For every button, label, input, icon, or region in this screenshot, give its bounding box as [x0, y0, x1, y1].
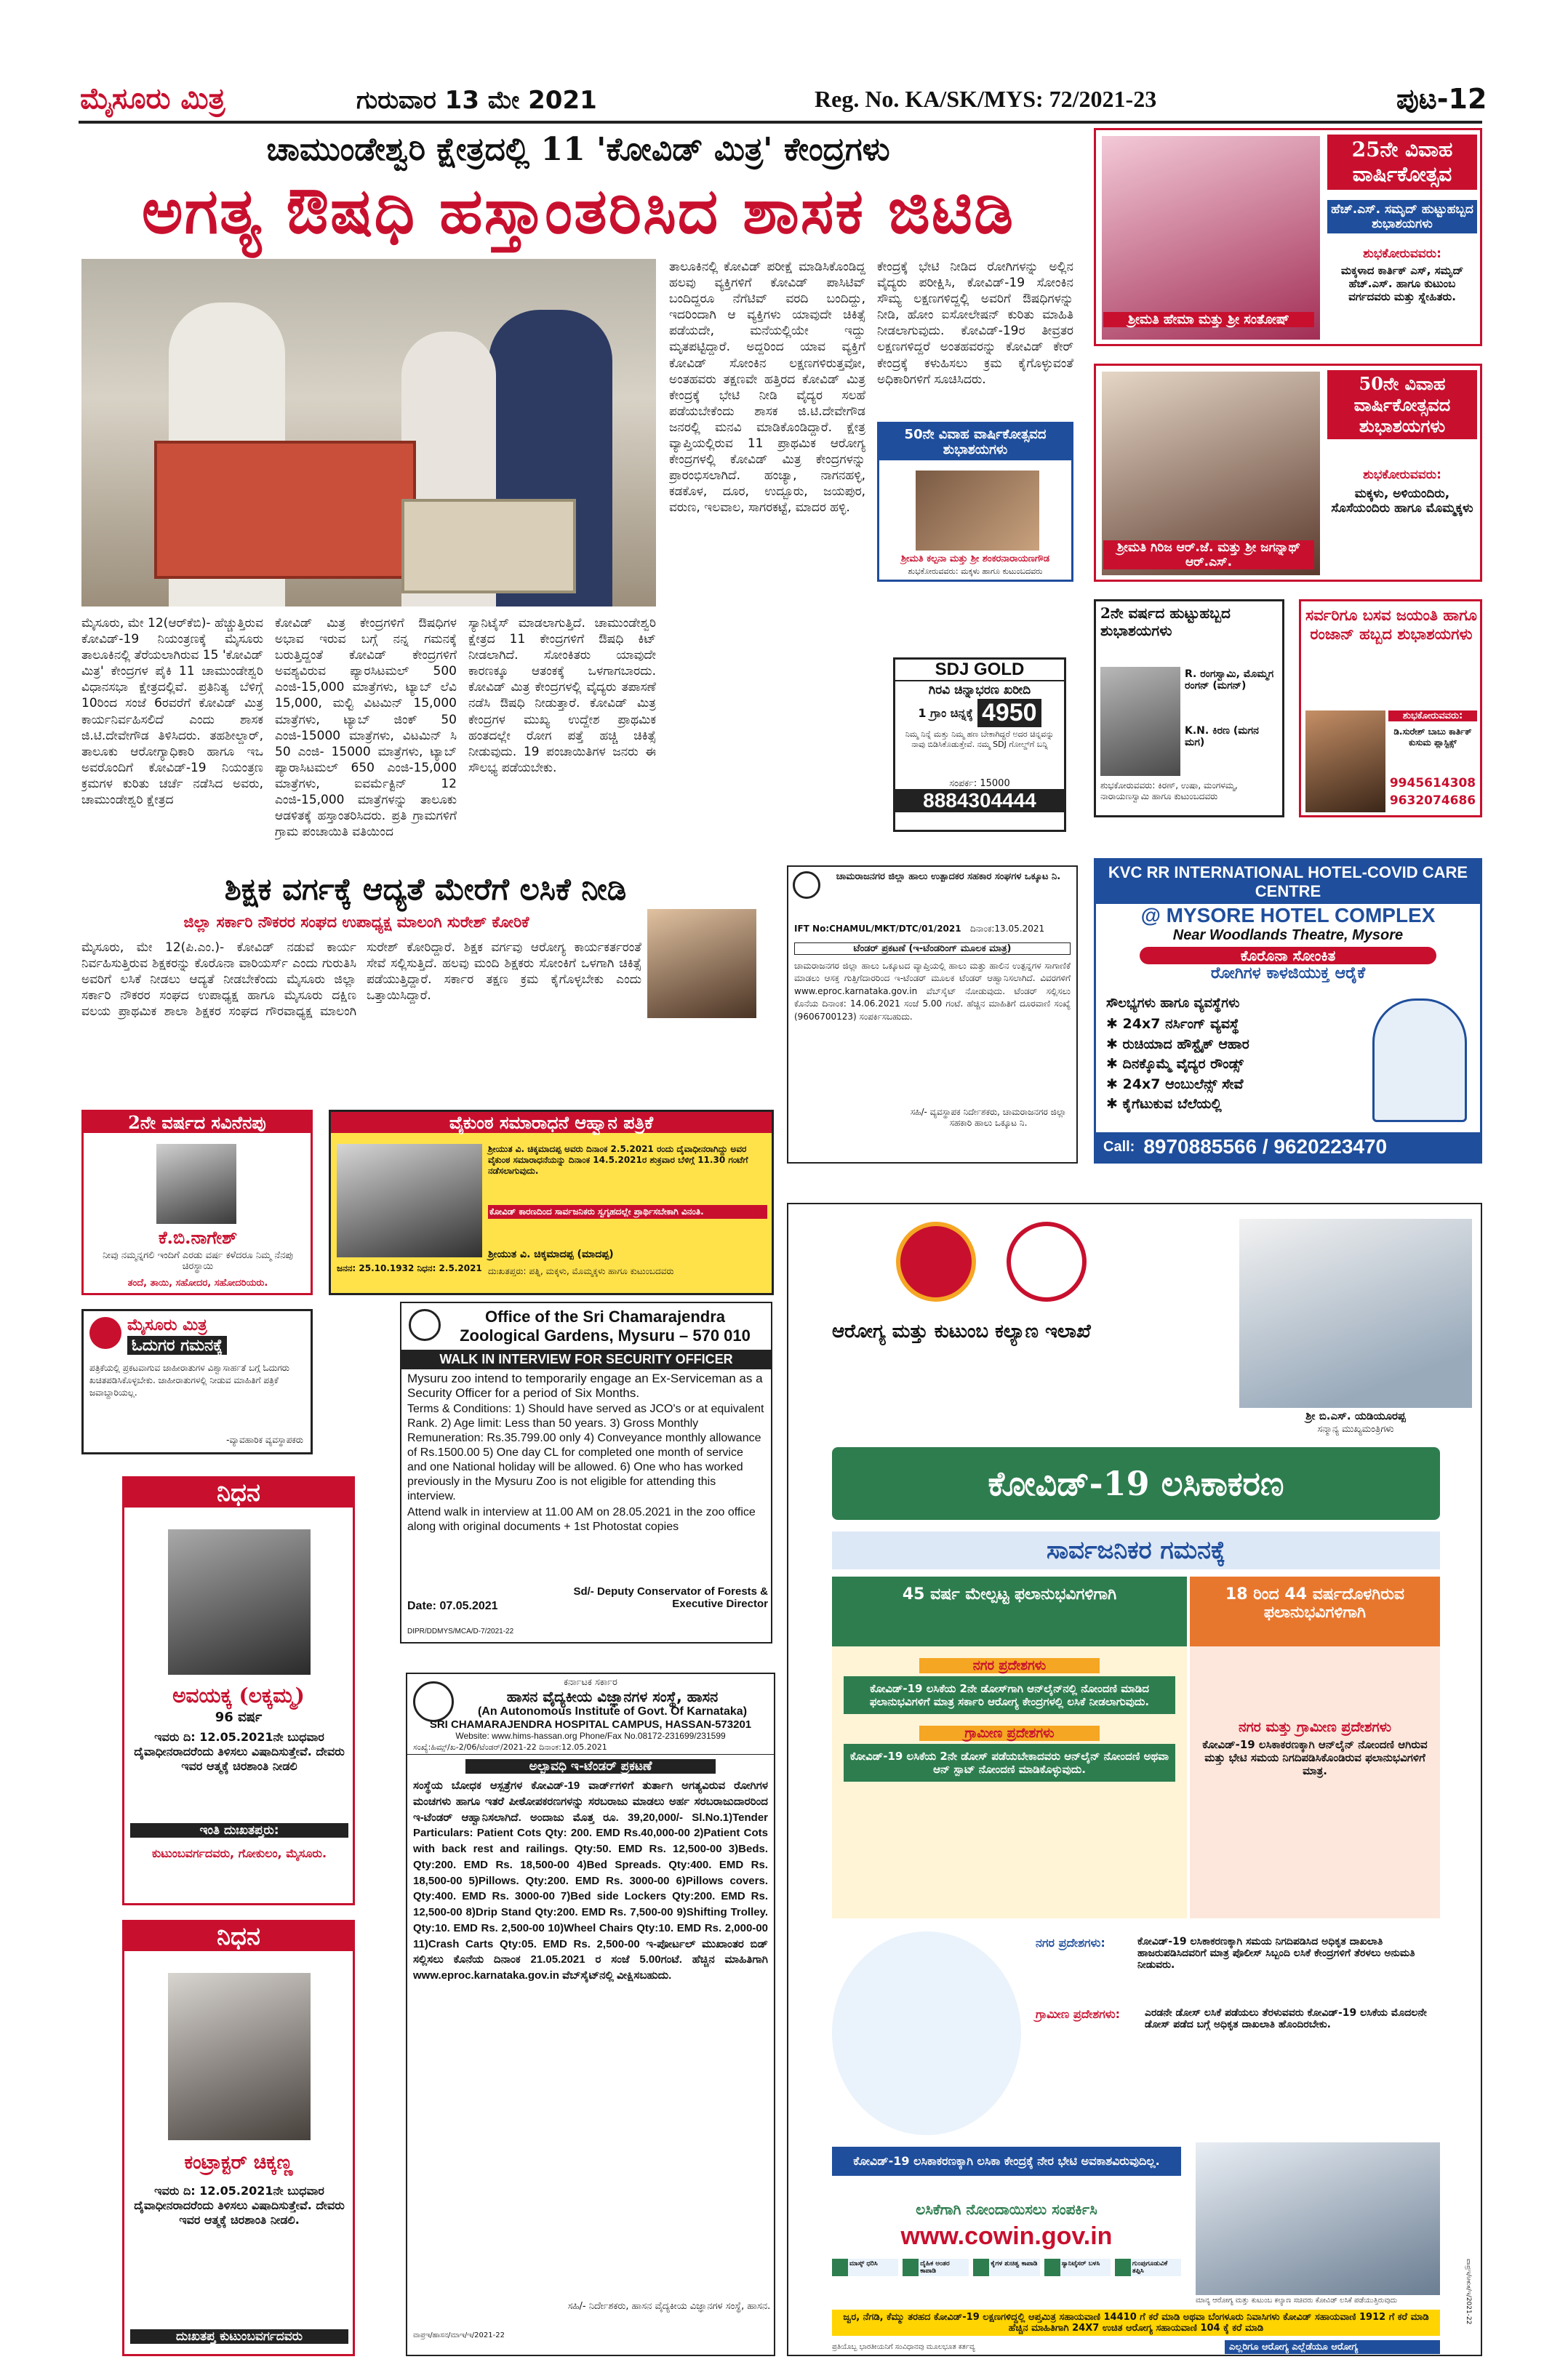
life-dates: ಜನನ: 25.10.1932 ನಿಧನ: 2.5.2021 [337, 1263, 482, 1273]
deceased-name: ಕೆ.ಬಿ.ನಾಗೇಶ್ [158, 1227, 238, 1248]
deceased-name: ಅವಯಕ್ಕ (ಲಕ್ಕಮ್ಮ) [172, 1684, 305, 1708]
deceased-name: ಶ್ರೀಯುತ ವಿ. ಚಿಕ್ಕಮಾದಪ್ಪ (ಮಾದಪ್ಪ) [488, 1249, 614, 1260]
ceremony-text: ಶ್ರೀಯುತ ವಿ. ಚಿಕ್ಕಮಾದಪ್ಪ ಅವರು ದಿನಾಂಕ 2.5.2021 ರಂದು ದೈವಾಧೀನರಾಗಿದ್ದು ಅವರ ವೈಕುಂಠ ಸಮಾರಾಧನೆಯನ್ನು ದಿನಾಂಕ 14.5.2021ರ ಶುಕ್ರವಾರ ಬೆಳಿಗ್ಗೆ 11.30 ಗಂಟೆಗೆ ನಡೆಸಲಾಗುವುದು. [488, 1144, 748, 1176]
notice-body: ಪತ್ರಿಕೆಯಲ್ಲಿ ಪ್ರಕಟವಾಗುವ ಜಾಹೀರಾತುಗಳ ವಿಶ್ವಾಸಾರ್ಹತೆ ಬಗ್ಗೆ ಓದುಗರು ಖಚಿತಪಡಿಸಿಕೊಳ್ಳಬೇಕು. ಜಾಹೀರಾತುಗಳಲ್ಲಿ ನೀಡುವ ಮಾಹಿತಿಗೆ ಪತ್ರಿಕೆ ಜವಾಬ್ದಾರಿಯಲ್ಲ. [89, 1363, 289, 1398]
doctor-illustration [1372, 998, 1467, 1122]
tender-org: ಚಾಮರಾಜನಗರ ಜಿಲ್ಲಾ ಹಾಲು ಉತ್ಪಾದಕರ ಸಹಕಾರ ಸಂಘಗಳ ಒಕ್ಕೂಟ ನಿ. [836, 871, 1061, 882]
lead-photo [81, 259, 656, 606]
ad-title: ನಿಧನ [124, 1922, 353, 1951]
lead-body-col2: ಕೋವಿಡ್ ಮಿತ್ರ ಕೇಂದ್ರಗಳಿಗೆ ಔಷಧಿಗಳ ಅಭಾವ ಇರುವ ಬಗ್ಗೆ ನನ್ನ ಗಮನಕ್ಕೆ ಬರುತ್ತಿದ್ದಂತೆ ಕೋವಿಡ್ ಕೇಂದ್ರಗಳಿಗೆ ಅವಶ್ಯವಿರುವ ಪ್ಯಾರಸಿಟಮಲ್ 500 ಎಂಜಿ-15,000 ಮಾತ್ರೆಗಳು, ಟ್ಯಾಬ್ ಲೆವಿ 15,000, ಮಲ್ಟಿ ವಿಟಮಿನ್ 15,000 ಮಾತ್ರೆಗಳು, ಟ್ಯಾಬ್ ಜಿಂಕ್ 50 ಎಂಜಿ-15000 ಮಾತ್ರೆಗಳು, ವಿಟಮಿನ್ ಸಿ 50 ಎಂಜಿ- 15000 ಮಾತ್ರೆಗಳು, ಟ್ಯಾಬ್ ಪ್ಯಾರಾಸಿಟಮಲ್ 650 ಎಂಜಿ-15,000 ಮಾತ್ರೆಗಳು, ಐವರ್ಮೆಕ್ಟಿನ್ 12 ಎಂಜಿ-15,000 ಮಾತ್ರೆಗಳನ್ನು ತಾಲೂಕು ಆಡಳಿತಕ್ಕೆ ಹಸ್ತಾಂತರಿಸಿದರು. ಪ್ರತಿ ಗ್ರಾಮಗಳಿಗೆ ಗ್ರಾಮ ಪಂಚಾಯಿತಿ ವತಿಯಿಂದ [275, 616, 457, 840]
panel-heading: 45 ವರ್ಷ ಮೇಲ್ಪಟ್ಟ ಫಲಾನುಭವಿಗಳಿಗಾಗಿ [832, 1577, 1187, 1646]
milk-union-tender [787, 865, 1078, 1164]
couple-names: ಶ್ರೀಮತಿ ಹೇಮಾ ಮತ್ತು ಶ್ರೀ ಸಂತೋಷ್ [1103, 312, 1314, 327]
tender-title: ಟೆಂಡರ್ ಪ್ರಕಟಣೆ (ಇ-ಟೆಂಡರಿಂಗ್ ಮೂಲಕ ಮಾತ್ರ) [794, 942, 1071, 955]
rural-note: ಎರಡನೇ ಡೋಸ್ ಲಸಿಕೆ ಪಡೆಯಲು ತೆರಳುವವರು ಕೋವಿಡ್-19 ಲಸಿಕೆಯ ಮೊದಲನೇ ಡೋಸ್ ಪಡೆದ ಬಗ್ಗೆ ಅಧಿಕೃತ ದಾಖಲಾತಿ ಹೊಂದಿರಬೇಕು. [1145, 2007, 1427, 2030]
person-photo [168, 1529, 311, 1675]
ad-from-label: ಶುಭಕೋರುವವರು: [1388, 710, 1477, 721]
vaccination-title: ಕೋವಿಡ್-19 ಲಸಿಕಾಕರಣ [832, 1447, 1440, 1520]
ad-phone: 9945614308 [1389, 776, 1476, 790]
dipr-code: ವಾಪ್ರಇ/ಹಾಸನ/ಮಾಇ/ಇ/2021-22 [413, 2331, 505, 2339]
lead-body-col3: ಸ್ಯಾನಿಟೈಸ್ ಮಾಡಲಾಗುತ್ತಿದೆ. ಚಾಮುಂಡೇಶ್ವರಿ ಕ್ಷೇತ್ರದ 11 ಕೇಂದ್ರಗಳಿಗೆ ಔಷಧಿ ಕಿಟ್ ನೀಡಲಾಗಿದೆ. ಸೋಂಕಿತರು ಯಾವುದೇ ಕಾರಣಕ್ಕೂ ಆತಂಕಕ್ಕೆ ಒಳಗಾಗಬಾರದು. ಕೋವಿಡ್ ಮಿತ್ರ ಕೇಂದ್ರಗಳಲ್ಲಿ ವೈದ್ಯರು ತಪಾಸಣೆ ನಡೆಸಿ ಔಷಧಿ ನೀಡುತ್ತಾರೆ. ಕೋವಿಡ್ ಮಿತ್ರ ಕೇಂದ್ರಗಳ ಮುಖ್ಯ ಉದ್ದೇಶ ಪ್ರಾಥಮಿಕ ಹಂತದಲ್ಲೇ ರೋಗ ಪತ್ತೆ ಹಚ್ಚಿ ಚಿಕಿತ್ಸೆ ನೀಡುವುದು. 19 ಪಂಚಾಯಿತಿಗಳ ಜನರು ಈ ಸೌಲಭ್ಯ ಪಡೆಯಬೇಕು. [468, 616, 656, 775]
obituary-chikkanna [122, 1920, 355, 2356]
ad-from: ತಂದೆ, ತಾಯಿ, ಸಹೋದರ, ಸಹೋದರಿಯರು. [127, 1278, 268, 1289]
notice-sign: -ವ್ಯಾವಹಾರಿಕ ವ್ಯವಸ್ಥಾಪಕರು [226, 1435, 303, 1445]
issue-date: ಗುರುವಾರ 13 ಮೇ 2021 [356, 86, 597, 115]
tender-date: ದಿನಾಂಕ:13.05.2021 [970, 924, 1045, 934]
ad-phone: 8884304444 [895, 789, 1064, 812]
obituary-text: ಇವರು ದಿ: 12.05.2021ನೇ ಬುಧವಾರ ದೈವಾಧೀನರಾದರೆಂದು ತಿಳಿಸಲು ವಿಷಾದಿಸುತ್ತೇವೆ. ದೇವರು ಇವರ ಆತ್ಮಕ್ಕೆ ಚಿರಶಾಂತಿ ನೀಡಲಿ [134, 1730, 345, 1773]
vaccination-subtitle: ಸಾರ್ವಜನಿಕರ ಗಮನಕ್ಕೆ [832, 1532, 1440, 1569]
ad-near: Near Woodlands Theatre, Mysore [1172, 927, 1404, 943]
vaccine-illustration [832, 1931, 1021, 2135]
panel-text: ಕೋವಿಡ್-19 ಲಸಿಕಾಕರಣಕ್ಕಾಗಿ ಆನ್‌ಲೈನ್ ನೋಂದಣಿ ಆಗಿರುವ ಮತ್ತು ಭೇಟಿ ಸಮಯ ನಿಗದಿಪಡಿಸಿಕೊಂಡಿರುವ ಫಲಾನುಭವಿಗಳಿಗೆ ಮಾತ್ರ. [1202, 1738, 1428, 1777]
dipr-code: DIPR/DDMYS/MCA/D-7/2021-22 [407, 1628, 514, 1636]
basava-jayanti-ad [1299, 599, 1482, 817]
ad-subtitle: ಗಿರವಿ ಚಿನ್ನಾಭರಣ ಖರೀದಿ [928, 683, 1031, 697]
cm-photo [1239, 1219, 1472, 1408]
child-photo [1100, 667, 1180, 776]
ad-title: 2ನೇ ವರ್ಷದ ಸವಿನೆನಪು [84, 1112, 311, 1133]
walk-in-banner: WALK IN INTERVIEW FOR SECURITY OFFICER [401, 1350, 771, 1369]
facilities-title: ಸೌಲಭ್ಯಗಳು ಹಾಗೂ ವ್ಯವಸ್ಥೆಗಳು [1106, 996, 1240, 1011]
kvc-covid-care-ad [1094, 858, 1482, 1164]
call-label: Call: [1103, 1138, 1135, 1155]
ad-from-label: ಶುಭಕೋರುವವರು: [1363, 468, 1441, 482]
institute-sub: (An Autonomous Institute of Govt. Of Karnataka) [477, 1705, 748, 1718]
ceremony-note: ಕೋವಿಡ್ ಕಾರಣದಿಂದ ಸಾರ್ವಜನಿಕರು ಸ್ವಗೃಹದಲ್ಲೇ ಪ್ರಾರ್ಥಿಸಬೇಕಾಗಿ ವಿನಂತಿ. [488, 1205, 767, 1219]
ad-from: ಶುಭಕೋರುವವರು: ಮಕ್ಕಳು ಹಾಗೂ ಕುಟುಂಬದವರು [908, 567, 1043, 576]
masthead: ಮೈಸೂರು ಮಿತ್ರ [80, 81, 225, 116]
cm-role: ಸನ್ಮಾನ್ಯ ಮುಖ್ಯಮಂತ್ರಿಗಳು [1317, 1424, 1394, 1435]
ad-from: ಮಕ್ಕಳು, ಅಳಿಯಂದಿರು, ಸೊಸೆಯಂದಿರು ಹಾಗೂ ಮೊಮ್ಮಕ್ಕಳು [1331, 487, 1473, 516]
sdj-gold-ad [893, 657, 1066, 832]
ad-title: KVC RR INTERNATIONAL HOTEL-COVID CARE CENTRE [1096, 860, 1480, 904]
ad-title: 2ನೇ ವರ್ಷದ ಹುಟ್ಟುಹಬ್ಬದ ಶುಭಾಶಯಗಳು [1100, 604, 1231, 639]
zoo-sign: Sd/- Deputy Conservator of Forests & Executive Director [573, 1585, 768, 1610]
emblem-icon [793, 871, 820, 899]
lead-body-col5: ಕೇಂದ್ರಕ್ಕೆ ಭೇಟಿ ನೀಡಿದ ರೋಗಿಗಳನ್ನು ಅಲ್ಲಿನ ವೈದ್ಯರು ಪರೀಕ್ಷಿಸಿ, ಕೋವಿಡ್-19 ಸೋಂಕಿನ ಸೌಮ್ಯ ಲಕ್ಷಣಗಳಿದ್ದಲ್ಲಿ ಅವರಿಗೆ ಔಷಧಿಗಳನ್ನು ನೀಡಿ, ಹೋಂ ಐಸೋಲೇಷನ್ ಕುರಿತು ಮಾಹಿತಿ ನೀಡಲಾಗುವುದು. ಕೋವಿಡ್-19ರ ತೀವ್ರತರ ಲಕ್ಷಣಗಳಿದ್ದರೆ ಅಂತಹವರನ್ನು ಕೋವಿಡ್ ಕೇರ್ ಕೇಂದ್ರಕ್ಕೆ ಕಳುಹಿಸಲು ಕ್ರಮ ಕೈಗೊಳ್ಳುವಂತೆ ಅಧಿಕಾರಿಗಳಿಗೆ ಸೂಚಿಸಿದರು. [877, 260, 1073, 387]
institute-campus: SRI CHAMARAJENDRA HOSPITAL CAMPUS, HASSAN-573201 [429, 1718, 752, 1731]
lead-body-col1: ಮೈಸೂರು, ಮೇ 12(ಆರ್‌ಕೆಬಿ)- ಹೆಚ್ಚುತ್ತಿರುವ ಕೋವಿಡ್-19 ನಿಯಂತ್ರಣಕ್ಕೆ ಮೈಸೂರು ತಾಲೂಕಿನಲ್ಲಿ ತೆರೆಯಲಾಗಿರುವ 15 'ಕೋವಿಡ್ ಮಿತ್ರ' ಕೇಂದ್ರಗಳ ಪೈಕಿ 11 ಚಾಮುಂಡೇಶ್ವರಿ ವಿಧಾನಸಭಾ ಕ್ಷೇತ್ರದಲ್ಲಿವೆ. ಪ್ರತಿನಿತ್ಯ ಬೆಳಿಗ್ಗೆ 10ರಿಂದ ಸಂಜೆ 6ರವರೆಗೆ ಕೋವಿಡ್ ಮಿತ್ರ ಕಾರ್ಯನಿರ್ವಹಿಸಲಿದೆ ಎಂದು ಶಾಸಕ ಜಿ.ಟಿ.ದೇವೇಗೌಡ ತಿಳಿಸಿದರು. ತಹಶೀಲ್ದಾರ್, ತಾಲೂಕು ಆರೋಗ್ಯಾಧಿಕಾರಿ ಹಾಗೂ ಇಒ ಅವರೊಂದಿಗೆ ಕೋವಿಡ್-19 ನಿಯಂತ್ರಣ ಕ್ರಮಗಳ ಕುರಿತು ಚರ್ಚೆ ನಡೆಸಿದ ಅವರು, ಚಾಮುಂಡೇಶ್ವರಿ ಕ್ಷೇತ್ರದ [81, 616, 263, 808]
medicine-cartons [401, 499, 576, 593]
person-photo [337, 1144, 482, 1257]
emblem-icon [89, 1317, 121, 1349]
ad-title: ನಿಧನ [124, 1478, 353, 1508]
zoo-date: Date: 07.05.2021 [407, 1600, 498, 1612]
sanitizer-icon: ಸ್ಯಾನಿಟೈಸರ್ ಬಳಸಿ [1044, 2259, 1111, 2276]
urban-note-label: ನಗರ ಪ್ರದೇಶಗಳು: [1036, 1936, 1105, 1950]
anniversary-25-ad [1094, 128, 1482, 346]
age-45-panel [832, 1577, 1187, 1918]
emblem-icon [413, 1681, 454, 1722]
health-dept-logo-icon [1007, 1222, 1087, 1302]
suresh-photo [647, 909, 756, 1018]
ad-from: ಕುಟುಂಬವರ್ಗದವರು, ಗೋಕುಲಂ, ಮೈಸೂರು. [151, 1846, 327, 1860]
ad-title: ವೈಕುಂಠ ಸಮಾರಾಧನೆ ಆಹ್ವಾನ ಪತ್ರಿಕೆ [331, 1112, 772, 1133]
tender-sign: ಸಹಿ/- ವ್ಯವಸ್ಥಾಪಕ ನಿರ್ದೇಶಕರು, ಚಾಮರಾಜನಗರ ಜಿಲ್ಲಾ ಸಹಕಾರಿ ಹಾಲು ಒಕ್ಕೂಟ ನಿ. [910, 1107, 1067, 1128]
no-crowd-icon: ಗುಂಪುಗೂಡುವಿಕೆ ತಪ್ಪಿಸಿ [1115, 2259, 1181, 2276]
ad-from-label: ಇಂತಿ ದುಃಖತಪ್ತರು: [130, 1823, 348, 1838]
deceased-age: 96 ವರ್ಷ [215, 1710, 263, 1725]
teacher-headline: ಶಿಕ್ಷಕ ವರ್ಗಕ್ಕೆ ಆದ್ಯತೆ ಮೇರೆಗೆ ಲಸಿಕೆ ನೀಡಿ [224, 871, 627, 907]
minister-vaccine-photo [1196, 2142, 1440, 2295]
medicine-cartons [154, 441, 416, 579]
couple-photo [916, 471, 1039, 551]
gold-rate: 4950 [977, 699, 1041, 727]
tender-ifc: IFT No:CHAMUL/MKT/DTC/01/2021 [794, 924, 961, 934]
ad-title: 50ನೇ ವಿವಾಹ ವಾರ್ಷಿಕೋತ್ಸವದ ಶುಭಾಶಯಗಳು [1327, 370, 1477, 439]
ad-from: ಡಿ.ಸುರೇಶ್ ಬಾಬು ಕಾರ್ತಿಕ್ ಕುಸುಮ ಪ್ಲಾಸ್ಟಿಕ್ಸ್ [1393, 726, 1472, 748]
rural-label: ಗ್ರಾಮೀಣ ಪ್ರದೇಶಗಳು [919, 1726, 1100, 1741]
ad-title: 25ನೇ ವಿವಾಹ ವಾರ್ಷಿಕೋತ್ಸವ [1327, 135, 1477, 190]
ad-title: ಸರ್ವರಿಗೂ ಬಸವ ಜಯಂತಿ ಹಾಗೂ ರಂಜಾನ್ ಹಬ್ಬದ ಶುಭಾಶಯಗಳು [1305, 606, 1477, 643]
anniversary-50-ad [1094, 364, 1482, 582]
person-photo [156, 1144, 236, 1224]
page-number: ಪುಟ-12 [1396, 83, 1487, 115]
ad-contact-label: ಸಂಪರ್ಕ: 15000 [949, 778, 1010, 789]
facility-item: ✱ ದಿನಕ್ಕೊಮ್ಮೆ ವೈದ್ಯರ ರೌಂಡ್ಸ್ [1106, 1056, 1244, 1073]
ad-tagline: ಕೊರೊನಾ ಸೋಂಕಿತ [1140, 947, 1436, 964]
rate-label: 1 ಗ್ರಾಂ ಚಿನ್ನಕ್ಕೆ [918, 705, 973, 720]
call-bar [1096, 1132, 1480, 1161]
deceased-name: ಕಂಟ್ರಾಕ್ಟರ್ ಚಿಕ್ಕಣ್ಣ [184, 2152, 293, 2174]
helpline-banner: ಜ್ವರ, ನೆಗಡಿ, ಕೆಮ್ಮು ತರಹದ ಕೋವಿಡ್-19 ಲಕ್ಷಣಗಳಿದ್ದಲ್ಲಿ ಆಪ್ತಮಿತ್ರ ಸಹಾಯವಾಣಿ 14410 ಗೆ ಕರೆ ಮಾಡಿ ಅಥವಾ ಬೆಂಗಳೂರು ನಿವಾಸಿಗಳು ಕೋವಿಡ್ ಸಹಾಯವಾಣಿ 1912 ಗೆ ಕರೆ ಮಾಡಿ ಹೆಚ್ಚಿನ ಮಾಹಿತಿಗಾಗಿ 24X7 ಉಚಿತ ಆರೋಗ್ಯ ಸಹಾಯವಾಣಿ 104 ಕ್ಕೆ ಕರೆ ಮಾಡಿ [832, 2310, 1440, 2336]
notice-masthead: ಮೈಸೂರು ಮಿತ್ರ [127, 1316, 207, 1334]
remembrance-ad [81, 1110, 313, 1295]
notice-title: ಓದುಗರ ಗಮನಕ್ಕೆ [127, 1336, 227, 1355]
facility-item: ✱ ಕೈಗೆಟುಕುವ ಬೆಲೆಯಲ್ಲಿ [1106, 1096, 1222, 1113]
rural-text: ಕೋವಿಡ್-19 ಲಸಿಕೆಯ 2ನೇ ಡೋಸ್ ಪಡೆಯಬೇಕಾದವರು ಆನ್‌ಲೈನ್ ನೋಂದಣಿ ಅಥವಾ ಆನ್ ಸ್ಪಾಟ್ ನೋಂದಣಿ ಮಾಡಿಕೊಳ್ಳುವುದು. [844, 1744, 1175, 1782]
tender-body: ಚಾಮರಾಜನಗರ ಜಿಲ್ಲಾ ಹಾಲು ಒಕ್ಕೂಟದ ವ್ಯಾಪ್ತಿಯಲ್ಲಿ ಹಾಲು ಮತ್ತು ಹಾಲಿನ ಉತ್ಪನ್ನಗಳ ಸಾಗಾಣಿಕೆ ಮಾಡಲು ಆಸಕ್ತ ಗುತ್ತಿಗೆದಾರರಿಂದ ಇ-ಟೆಂಡರ್ ಮೂಲಕ ಟೆಂಡರ್ ಆಹ್ವಾನಿಸಲಾಗಿದೆ. ವಿವರಗಳಿಗೆ www.eproc.karnataka.gov.in ವೆಬ್‌ಸೈಟ್ ನೋಡುವುದು. ಟೆಂಡರ್ ಸಲ್ಲಿಸಲು ಕೊನೆಯ ದಿನಾಂಕ: 14.06.2021 ಸಂಜೆ 5.00 ಗಂಟೆ. ಹೆಚ್ಚಿನ ಮಾಹಿತಿಗೆ ದೂರವಾಣಿ ಸಂಖ್ಯೆ (9606700123) ಸಂಪರ್ಕಿಸಬಹುದು. [794, 961, 1071, 1022]
tender-ref: ಸಂಖ್ಯೆ:ಹಿಮ್ಸ್/ಖ-2/06/ಟೆಂಡರ್/2021-22 ದಿನಾಂಕ:12.05.2021 [407, 1741, 774, 1755]
tender-body: ಸಂಸ್ಥೆಯ ಬೋಧಕ ಆಸ್ಪತ್ರೆಗಳ ಕೋವಿಡ್-19 ವಾರ್ಡ್‌ಗಳಿಗೆ ತುರ್ತಾಗಿ ಅಗತ್ಯವಿರುವ ರೋಗಿಗಳ ಮಂಚಗಳು ಹಾಗೂ ಇತರೆ ಪೀಠೋಪಕರಣಗಳನ್ನು ಸರಬರಾಜು ಮಾಡಲು ಅರ್ಹ ಸರಬರಾಜುದಾರರಿಂದ ಇ-ಟೆಂಡರ್ ಆಹ್ವಾನಿಸಲಾಗಿದೆ. ಅಂದಾಜು ಮೊತ್ತ ರೂ. 39,20,000/- Sl.No.1)Tender Particulars: Patient Cots Qty: 200. EMD Rs.40,000-00 2)Patient Cots with back rest and railings. Qty:50. EMD Rs. 12,500-00 3)Beds. Qty:200. EMD Rs. 18,500-00 4)Bed Spreads. Qty:400. EMD Rs. 18,500-00 5)Pillows. Qty:200. EMD Rs. 3000-00 6)Pillows covers. Qty:400. EMD Rs. 3000-00 7)Bed side Lockers Qty:200. EMD Rs. 12,500-00 8)Drip Stand Qty:200. EMD Rs. 7,500-00 9)Shifting Trolley. Qty:10. EMD Rs. 2,500-00 10)Wheel Chairs Qty:10. EMD Rs. 2,000-00 11)Crash Carts Qty:05. EMD Rs. 2,500-00 ಇ-ಪೋರ್ಟಲ್ ಮುಖಾಂತರ ಬಿಡ್ ಸಲ್ಲಿಸಲು ಕೊನೆಯ ದಿನಾಂಕ 21.05.2021 ರ ಸಂಜೆ 5.00ಗಂಟೆ. ಹೆಚ್ಚಿನ ಮಾಹಿತಿಗಾಗಿ www.eproc.karnataka.gov.in ವೆಬ್‌ಸೈಟ್‌ನಲ್ಲಿ ವೀಕ್ಷಿಸಬಹುದು. [413, 1779, 768, 1982]
ad-from-label: ಶುಭಕೋರುವವರು: [1363, 247, 1441, 261]
person-photo [168, 1973, 311, 2140]
person-photo [1305, 710, 1385, 812]
couple-names: ಶ್ರೀಮತಿ ಗಿರಿಜ ಆರ್.ಜೆ. ಮತ್ತು ಶ್ರೀ ಜಗನ್ನಾಥ್ ಆರ್.ಎಸ್. [1103, 540, 1314, 569]
obituary-lakkamma [122, 1476, 355, 1905]
institute-name: ಹಾಸನ ವೈದ್ಯಕೀಯ ವಿಜ್ಞಾನಗಳ ಸಂಸ್ಥೆ, ಹಾಸನ [506, 1688, 719, 1705]
tender-title: ಅಲ್ಪಾವಧಿ ಇ-ಟೆಂಡರ್ ಪ್ರಕಟಣೆ [465, 1759, 716, 1774]
panel-subheading: ನಗರ ಮತ್ತು ಗ್ರಾಮೀಣ ಪ್ರದೇಶಗಳು [1238, 1719, 1392, 1735]
institute-web: Website: www.hims-hassan.org Phone/Fax No.08172-231699/231599 [455, 1731, 726, 1741]
ad-from: ಮಕ್ಕಳಾದ ಕಾರ್ತಿಕ್ ಎಸ್, ಸಮೃದ್ ಹೆಚ್.ಎಸ್. ಹಾಗೂ ಕುಟುಂಬ ವರ್ಗದವರು ಮತ್ತು ಸ್ನೇಹಿತರು. [1340, 264, 1464, 303]
grandparent-name: R. ರಂಗಸ್ವಾಮಿ, ಮೊಮ್ಮಗ ರಂಗನ್ (ಮಗನ್) [1185, 668, 1274, 692]
teacher-body: ಮೈಸೂರು, ಮೇ 12(ಪಿ.ಎಂ.)- ಕೋವಿಡ್ ನಡುವೆ ಕಾರ್ಯ ನಿರ್ವಹಿಸುತ್ತಿರುವ ಶಿಕ್ಷಕರನ್ನು ಕೊರೊನಾ ವಾರಿಯರ್ಸ್ ಎಂದು ಗುರುತಿಸಿ ಅವರಿಗೆ ಲಸಿಕೆ ನೀಡಲು ಆದ್ಯತೆ ನೀಡಬೇಕೆಂದು ಮೈಸೂರು ಜಿಲ್ಲಾ ಸರ್ಕಾರಿ ನೌಕರರ ಸಂಘದ ಉಪಾಧ್ಯಕ್ಷ ಹಾಗೂ ಮೈಸೂರು ದಕ್ಷಿಣ ವಲಯ ಪ್ರಾಥಮಿಕ ಶಾಲಾ ಶಿಕ್ಷಕರ ಸಂಘದ ಗೌರವಾಧ್ಯಕ್ಷ ಮಾಲಂಗಿ ಸುರೇಶ್ ಕೋರಿದ್ದಾರೆ. ಶಿಕ್ಷಕ ವರ್ಗವು ಆರೋಗ್ಯ ಕಾರ್ಯಕರ್ತರಂತೆ ಸೇವೆ ಸಲ್ಲಿಸುತ್ತಿದೆ. ಹಲವು ಮಂದಿ ಶಿಕ್ಷಕರು ಸೋಂಕಿಗೆ ಒಳಗಾಗಿ ಚಿಕಿತ್ಸೆ ಪಡೆಯುತ್ತಿದ್ದಾರೆ. ಸರ್ಕಾರ ತಕ್ಷಣ ಕ್ರಮ ಕೈಗೊಳ್ಳಬೇಕು ಎಂದು ಒತ್ತಾಯಿಸಿದ್ದಾರೆ. [81, 940, 641, 1020]
footer-right: ಎಲ್ಲರಿಗೂ ಆರೋಗ್ಯ ಎಲ್ಲೆಡೆಯೂ ಆರೋಗ್ಯ [1225, 2340, 1440, 2354]
ad-title: SDJ GOLD [895, 660, 1064, 681]
teacher-subhead: ಜಿಲ್ಲಾ ಸರ್ಕಾರಿ ನೌಕರರ ಸಂಘದ ಉಪಾಧ್ಯಕ್ಷ ಮಾಲಂಗಿ ಸುರೇಶ್ ಕೋರಿಕೆ [183, 913, 529, 931]
ad-title: 50ನೇ ವಿವಾಹ ವಾರ್ಷಿಕೋತ್ಸವದ ಶುಭಾಶಯಗಳು [879, 424, 1071, 460]
age-18-44-panel [1190, 1577, 1440, 1918]
parent-name: K.N. ಕಿರಣ (ಮಗನ ಮಗ) [1185, 725, 1259, 748]
gov-label: ಕರ್ನಾಟಕ ಸರ್ಕಾರ [564, 1677, 617, 1688]
birthday-2-ad [1094, 599, 1284, 817]
readers-notice [81, 1309, 313, 1454]
registration-number: Reg. No. KA/SK/MYS: 72/2021-23 [815, 86, 1157, 112]
rural-note-label: ಗ್ರಾಮೀಣ ಪ್ರದೇಶಗಳು: [1036, 2007, 1120, 2021]
ad-tagline: ರೋಗಿಗಳ ಕಾಳಜಿಯುಕ್ತ ಆರೈಕೆ [1210, 964, 1366, 982]
family-photo [1102, 136, 1320, 340]
mask-icon: ಮಾಸ್ಕ್ ಧರಿಸಿ [832, 2259, 898, 2276]
ad-venue: @ MYSORE HOTEL COMPLEX [1140, 904, 1436, 926]
ad-phone: 9632074686 [1389, 793, 1476, 808]
urban-label: ನಗರ ಪ್ರದೇಶಗಳು [919, 1658, 1100, 1673]
hassan-institute-tender [406, 1673, 775, 2356]
ad-from: ಶುಭಕೋರುವವರು: ಕಿರಣ್, ಉಷಾ, ಮಂಗಳಮ್ಮ, ನಾರಾಯಣಸ್ವಾಮಿ ಹಾಗೂ ಕುಟುಂಬದವರು [1100, 780, 1238, 801]
facility-item: ✱ 24x7 ನರ್ಸಿಂಗ್ ವ್ಯವಸ್ಥೆ [1106, 1016, 1239, 1032]
cowin-link[interactable]: www.cowin.gov.in [900, 2222, 1113, 2250]
emblem-icon [409, 1309, 441, 1341]
memorial-text: ನೀವು ನಮ್ಮನ್ನಗಲಿ ಇಂದಿಗೆ ಎರಡು ವರ್ಷ ಕಳೆದರೂ ನಿಮ್ಮ ನೆನಪು ಚಿರಸ್ಥಾಯಿ [103, 1250, 293, 1272]
ad-body: ನಿಮ್ಮ ನಿನ್ನೆ ಮತ್ತು ನಿಮ್ಮ ಹಣ ಬೇಕಾಗಿದ್ದರೆ ಅದರ ಚಿನ್ನವನ್ನು ನಾವು ಬಿಡಿಸಿಕೊಡುತ್ತೇವೆ. ನಮ್ಮ SDJ ಗೋಲ್ಡ್‌ಗೆ ಬನ್ನಿ [905, 729, 1055, 749]
facility-item: ✱ 24x7 ಆಂಬುಲೆನ್ಸ್ ಸೇವೆ [1106, 1076, 1244, 1092]
anniversary-50-inline-ad [877, 422, 1073, 582]
facility-item: ✱ ರುಚಿಯಾದ ಹೌಸ್ಟೈಕ್ ಆಹಾರ [1106, 1036, 1249, 1052]
zoo-intro: Mysuru zoo intend to temporarily engage an Ex-Serviceman as a Security Officer for a period of Six Months. [407, 1372, 763, 1400]
zoo-interview-ad [400, 1302, 772, 1644]
safety-icons [832, 2259, 1181, 2276]
zoo-terms: Terms & Conditions: 1) Should have served as JCO's or at equivalent Rank. 2) Age limit: Less than 50 years. 3) Gross Monthly Remuneration: Rs.35.799.00 only 4) Conveyance monthly allowance of Rs.1500.00 5) One day CL for completed one month of service and one National holiday will be allowed. 6) One who has worked previously in the Mysuru Zoo is not eligible for attending this interview. [407, 1403, 764, 1502]
vaikunta-samaradhane-ad [329, 1110, 774, 1295]
cm-name: ಶ್ರೀ ಬಿ.ಎಸ್. ಯಡಿಯೂರಪ್ಪ [1305, 1409, 1406, 1422]
urban-text: ಕೋವಿಡ್-19 ಲಸಿಕೆಯ 2ನೇ ಡೋಸ್‌ಗಾಗಿ ಆನ್‌ಲೈನ್‌ನಲ್ಲಿ ನೋಂದಣಿ ಮಾಡಿದ ಫಲಾನುಭವಿಗಳಿಗೆ ಮಾತ್ರ ಸರ್ಕಾರಿ ಆರೋಗ್ಯ ಕೇಂದ್ರಗಳಲ್ಲಿ ಲಸಿಕೆ ನೀಡಲಾಗುವುದು. [844, 1676, 1175, 1714]
ad-from: ದುಃಖತಪ್ತರು: ಪತ್ನಿ, ಮಕ್ಕಳು, ಮೊಮ್ಮಕ್ಕಳು ಹಾಗೂ ಕುಟುಂಬದವರು [488, 1266, 674, 1276]
no-walk-in-banner: ಕೋವಿಡ್-19 ಲಸಿಕಾಕರಣಕ್ಕಾಗಿ ಲಸಿಕಾ ಕೇಂದ್ರಕ್ಕೆ ನೇರ ಭೇಟಿ ಅವಕಾಶವಿರುವುದಿಲ್ಲ. [832, 2147, 1181, 2176]
obituary-text: ಇವರು ದಿ: 12.05.2021ನೇ ಬುಧವಾರ ದೈವಾಧೀನರಾದರೆಂದು ತಿಳಿಸಲು ವಿಷಾದಿಸುತ್ತೇವೆ. ದೇವರು ಇವರ ಆತ್ಮಕ್ಕೆ ಚಿರಶಾಂತಿ ನೀಡಲಿ. [134, 2184, 345, 2227]
handwash-icon: ಕೈಗಳ ಶುಚಿತ್ವ ಕಾಪಾಡಿ [973, 2259, 1039, 2276]
footer-left: ಪ್ರತಿಯೊಬ್ಬ ಭಾರತೀಯನಿಗೆ ಸಂವಿಧಾನವು ಮೂಲಭೂತ ಕರ್ತವ್ಯ [832, 2343, 975, 2351]
panel-heading: 18 ರಿಂದ 44 ವರ್ಷದೊಳಗಿರುವ ಫಲಾನುಭವಿಗಳಿಗಾಗಿ [1190, 1577, 1440, 1646]
zoo-office: Office of the Sri Chamarajendra Zoological Gardens, Mysuru – 570 010 [460, 1308, 751, 1345]
ad-subtitle: ಹೆಚ್.ಎಸ್. ಸಮೃದ್ ಹುಟ್ಟುಹಬ್ಬದ ಶುಭಾಶಯಗಳು [1327, 200, 1477, 233]
lead-kicker: ಚಾಮುಂಡೇಶ್ವರಿ ಕ್ಷೇತ್ರದಲ್ಲಿ 11 'ಕೋವಿಡ್ ಮಿತ್ರ' ಕೇಂದ್ರಗಳು [266, 131, 890, 168]
couple-names: ಶ್ರೀಮತಿ ಕಲ್ಪನಾ ಮತ್ತು ಶ್ರೀ ಶಂಕರನಾರಾಯಣಗೌಡ [900, 553, 1049, 564]
facility-list [1106, 1014, 1353, 1115]
tender-sign: ಸಹಿ/- ನಿರ್ದೇಶಕರು, ಹಾಸನ ವೈದ್ಯಕೀಯ ವಿಜ್ಞಾನಗಳ ಸಂಸ್ಥೆ, ಹಾಸನ. [567, 2301, 771, 2312]
ad-code: ವಾಪ್ರಇ/ಆಕುಕ/ಇ/2021-22 [1465, 2259, 1472, 2325]
dept-name: ಆರೋಗ್ಯ ಮತ್ತು ಕುಟುಂಬ ಕಲ್ಯಾಣ ಇಲಾಖೆ [832, 1321, 1091, 1342]
distance-icon: ದೈಹಿಕ ಅಂತರ ಕಾಪಾಡಿ [903, 2259, 969, 2276]
photo-caption: ಮಾನ್ಯ ಆರೋಗ್ಯ ಮತ್ತು ಕುಟುಂಬ ಕಲ್ಯಾಣ ಸಚಿವರು ಕೋವಿಡ್ ಲಸಿಕೆ ಪಡೆಯುತ್ತಿರುವುದು [1196, 2297, 1398, 2305]
urban-note: ಕೋವಿಡ್-19 ಲಸಿಕಾಕರಣಕ್ಕಾಗಿ ಸಮಯ ನಿಗದಿಪಡಿಸಿದ ಅಧಿಕೃತ ದಾಖಲಾತಿ ಹಾಜರುಪಡಿಸಿದವರಿಗೆ ಮಾತ್ರ ಪೊಲೀಸ್ ಸಿಬ್ಬಂದಿ ಲಸಿಕೆ ಕೇಂದ್ರಗಳಿಗೆ ತೆರಳಲು ಅನುಮತಿ ನೀಡುವರು. [1137, 1936, 1415, 1971]
ad-from: ದುಃಖತಪ್ತ ಕುಟುಂಬವರ್ಗದವರು [130, 2329, 348, 2344]
lead-body-col4: ತಾಲೂಕಿನಲ್ಲಿ ಕೋವಿಡ್ ಪರೀಕ್ಷೆ ಮಾಡಿಸಿಕೊಂಡಿದ್ದ ಹಲವು ವ್ಯಕ್ತಿಗಳಿಗೆ ಕೋವಿಡ್ ಪಾಸಿಟಿವ್ ಬಂದಿದ್ದರೂ ನೆಗೆಟಿವ್ ವರದಿ ಬಂದಿದ್ದು, ಇದರಿಂದಾಗಿ ಆ ವ್ಯಕ್ತಿಗಳು ಯಾವುದೇ ಚಿಕಿತ್ಸೆ ಪಡೆಯದೇ, ಮನೆಯಲ್ಲಿಯೇ ಇದ್ದು ಮೃತಪಟ್ಟಿದ್ದಾರೆ. ಅದ್ದರಿಂದ ಯಾವ ವ್ಯಕ್ತಿಗೆ ಕೋವಿಡ್ ಸೋಂಕಿನ ಲಕ್ಷಣಗಳಿರುತ್ತವೋ, ಅಂತಹವರು ತಕ್ಷಣವೇ ಹತ್ತಿರದ ಕೋವಿಡ್ ಮಿತ್ರ ಕೇಂದ್ರಕ್ಕೆ ಭೇಟಿ ನೀಡಿ ವೈದ್ಯರ ಸಲಹೆ ಪಡೆಯಬೇಕೆಂದು ಶಾಸಕ ಜಿ.ಟಿ.ದೇವೇಗೌಡ ಜನರಲ್ಲಿ ಮನವಿ ಮಾಡಿಕೊಂಡಿದ್ದಾರೆ. ಕ್ಷೇತ್ರ ವ್ಯಾಪ್ತಿಯಲ್ಲಿರುವ 11 ಪ್ರಾಥಮಿಕ ಆರೋಗ್ಯ ಕೇಂದ್ರಗಳಲ್ಲಿ ಕೋವಿಡ್ ಮಿತ್ರ ಕೇಂದ್ರಗಳನ್ನು ಪ್ರಾರಂಭಿಸಲಾಗಿದೆ. ಹಂಚ್ಯಾ, ನಾಗನಹಳ್ಳಿ, ಕಡಕೊಳ, ದೂರ, ಉದ್ಬೂರು, ಜಯಪುರ, ವರುಣ, ಇಲವಾಲ, ಸಾಗರಕಟ್ಟೆ, ಮಾದರ ಹಳ್ಳಿ. [669, 260, 865, 516]
state-emblem-icon [896, 1222, 976, 1302]
vaccination-ad [787, 1203, 1482, 2356]
lead-headline: ಅಗತ್ಯ ಔಷಧಿ ಹಸ್ತಾಂತರಿಸಿದ ಶಾಸಕ ಜಿಟಿಡಿ [141, 175, 1015, 248]
header-rule [79, 121, 1482, 124]
call-number: 8970885566 / 9620223470 [1143, 1135, 1388, 1158]
zoo-attend: Attend walk in interview at 11.00 AM on 28.05.2021 in the zoo office along with original documents + 1st Photostat copies [407, 1506, 756, 1533]
register-label: ಲಸಿಕೆಗಾಗಿ ನೋಂದಾಯಿಸಲು ಸಂಪರ್ಕಿಸಿ [916, 2201, 1097, 2218]
